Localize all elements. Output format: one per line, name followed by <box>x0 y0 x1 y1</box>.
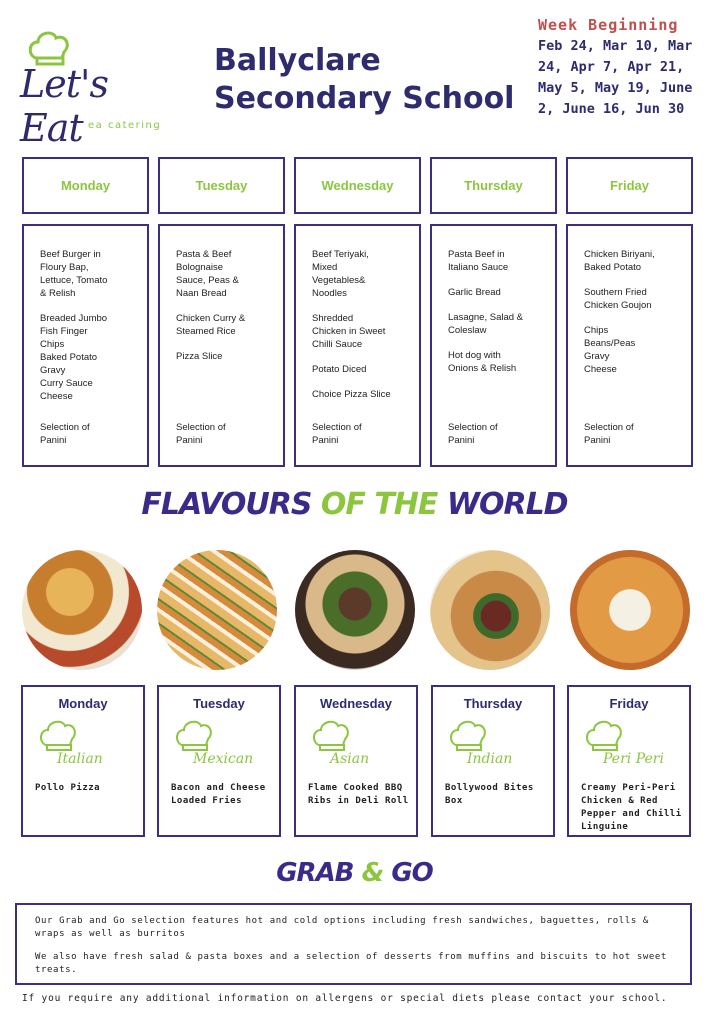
school-name <box>214 42 514 118</box>
menu-item: Shredded Chicken in Sweet Chilli Sauce <box>312 313 386 350</box>
world-box-monday <box>21 685 145 837</box>
brand-subtitle: ea catering <box>88 120 162 131</box>
menu-item: Breaded Jumbo Fish Finger Chips Baked Potato Gravy Curry Sauce Cheese <box>40 313 108 402</box>
world-dish: Pollo Pizza <box>35 783 101 793</box>
menu-item: Chicken Curry & Steamed Rice <box>176 313 246 337</box>
allergen-footer: If you require any additional information on allergens or special diets please contact your school. <box>22 993 668 1004</box>
menu-box-friday <box>566 224 693 467</box>
menu-item: Potato Diced <box>312 364 367 375</box>
food-photo-pizza <box>22 550 142 670</box>
world-dish: Bollywood Bites Box <box>445 783 534 806</box>
menu-box-tuesday <box>158 224 285 467</box>
world-dish: Bacon and Cheese Loaded Fries <box>171 783 266 806</box>
world-dish: Flame Cooked BBQ Ribs in Deli Roll <box>308 783 409 806</box>
food-photo-ribs-roll <box>295 550 415 670</box>
world-cuisine: Peri Peri <box>603 751 664 767</box>
menu-item: Hot dog with Onions & Relish <box>448 350 517 374</box>
chef-hat-icon <box>28 30 72 66</box>
menu-item: Chips Beans/Peas Gravy Cheese <box>584 325 636 375</box>
grab-paragraph: We also have fresh salad & pasta boxes and a selection of desserts from muffins and biscuits to hot sweet treats. <box>35 952 667 975</box>
world-box-friday <box>567 685 691 837</box>
day-header-tuesday: Tuesday <box>158 157 285 214</box>
grab-paragraph: Our Grab and Go selection features hot and cold options including fresh sandwiches, baguettes, rolls & wraps as well as burritos <box>35 916 649 939</box>
flavours-word: FLAVOURS <box>141 487 312 522</box>
world-day: Tuesday <box>193 696 245 711</box>
world-cuisine: Italian <box>57 751 103 767</box>
chef-hat-icon <box>449 719 489 753</box>
menu-item: Garlic Bread <box>448 287 501 298</box>
flavours-word: OF THE <box>320 487 438 522</box>
grab-word: GO <box>391 858 433 888</box>
menu-panini: Selection of Panini <box>176 422 226 446</box>
week-title: Week Beginning <box>538 16 679 34</box>
flavours-heading <box>0 487 709 522</box>
world-cuisine: Mexican <box>193 751 254 767</box>
menu-box-monday <box>22 224 149 467</box>
menu-item: Pasta Beef in Italiano Sauce <box>448 249 509 273</box>
chef-hat-icon <box>585 719 625 753</box>
school-name-line1: Ballyclare <box>214 43 381 78</box>
day-header-friday: Friday <box>566 157 693 214</box>
grab-ampersand: & <box>361 858 384 888</box>
food-photo-bites-box <box>430 550 550 670</box>
food-photo-fries <box>157 550 277 670</box>
chef-hat-icon <box>312 719 352 753</box>
week-dates: Feb 24, Mar 10, Mar 24, Apr 7, Apr 21, May 5, May 19, June 2, June 16, Jun 30 <box>538 38 693 117</box>
menu-panini: Selection of Panini <box>40 422 90 446</box>
world-day: Wednesday <box>319 696 392 711</box>
menu-item: Pizza Slice <box>176 351 223 362</box>
brand-name: Let's Eat <box>20 62 108 150</box>
world-box-tuesday <box>157 685 281 837</box>
menu-item: Lasagne, Salad & Coleslaw <box>448 312 524 336</box>
menu-box-thursday <box>430 224 557 467</box>
world-day: Monday <box>58 696 108 711</box>
world-box-thursday <box>431 685 555 837</box>
menu-item: Choice Pizza Slice <box>312 389 391 400</box>
world-cuisine: Asian <box>330 751 370 767</box>
world-dish: Creamy Peri-Peri Chicken & Red Pepper and Chilli Linguine <box>581 783 682 832</box>
day-header-wednesday: Wednesday <box>294 157 421 214</box>
food-photo-linguine <box>570 550 690 670</box>
world-day: Friday <box>609 696 649 711</box>
menu-panini: Selection of Panini <box>448 422 498 446</box>
day-header-monday: Monday <box>22 157 149 214</box>
flavours-word: WORLD <box>446 487 568 522</box>
grab-and-go-heading <box>0 858 709 888</box>
chef-hat-icon <box>39 719 79 753</box>
chef-hat-icon <box>175 719 215 753</box>
grab-and-go-box <box>15 903 692 985</box>
menu-item: Southern Fried Chicken Goujon <box>584 287 652 311</box>
world-box-wednesday <box>294 685 418 837</box>
menu-panini: Selection of Panini <box>584 422 634 446</box>
menu-panini: Selection of Panini <box>312 422 362 446</box>
menu-item: Beef Burger in Floury Bap, Lettuce, Tomato & Relish <box>40 249 108 299</box>
school-name-line2: Secondary School <box>214 81 515 116</box>
menu-item: Chicken Biriyani, Baked Potato <box>584 249 655 273</box>
world-day: Thursday <box>463 696 523 711</box>
menu-item: Pasta & Beef Bolognaise Sauce, Peas & Naan Bread <box>176 249 239 299</box>
brand-logo <box>18 30 178 150</box>
day-header-thursday: Thursday <box>430 157 557 214</box>
menu-item: Beef Teriyaki, Mixed Vegetables& Noodles <box>312 249 369 299</box>
grab-word: GRAB <box>276 858 354 888</box>
menu-box-wednesday <box>294 224 421 467</box>
world-cuisine: Indian <box>467 751 513 767</box>
